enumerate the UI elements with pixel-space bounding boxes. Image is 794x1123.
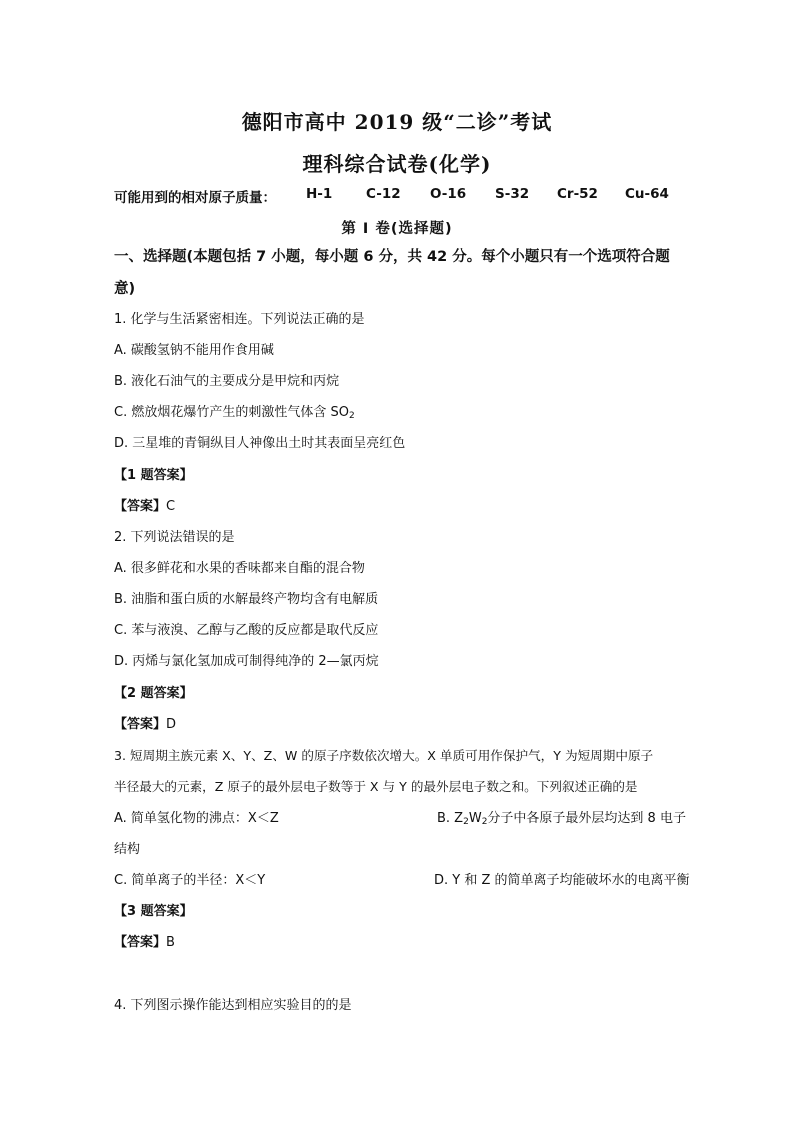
option-b-text: W [468, 811, 482, 826]
question-1-option-d: D. 三星堆的青铜纵目人神像出土时其表面呈亮红色 [114, 436, 406, 451]
atomic-mass-item: C-12 [366, 186, 401, 202]
question-2-answer-heading: 【2 题答案】 [114, 686, 193, 701]
question-3-option-d: D. Y 和 Z 的简单离子均能破坏水的电离平衡 [434, 873, 690, 888]
question-2-answer [114, 715, 704, 735]
question-2-option-d: D. 丙烯与氯化氢加成可制得纯净的 2—氯丙烷 [114, 654, 379, 669]
question-1-answer-heading: 【1 题答案】 [114, 468, 193, 483]
question-1-stem: 1. 化学与生活紧密相连。下列说法正确的是 [114, 312, 365, 327]
question-3-option-b-wrap: 结构 [114, 842, 141, 857]
question-1-option-c [114, 403, 704, 426]
section-intro-line2: 意) [114, 281, 136, 297]
answer-label: 【答案】 [114, 499, 167, 514]
option-b-text: B. Z [437, 811, 464, 826]
question-3-option-c: C. 简单离子的半径：X＜Y [114, 873, 266, 888]
atomic-mass-item: S-32 [495, 186, 530, 202]
question-2-option-b: B. 油脂和蛋白质的水解最终产物均含有电解质 [114, 592, 379, 607]
exam-title: 德阳市高中 2019 级“二诊”考试 [241, 110, 553, 134]
question-1-option-c-text: C. 燃放烟花爆竹产生的刺激性气体含 SO [114, 405, 349, 420]
question-3-answer-heading: 【3 题答案】 [114, 904, 193, 919]
option-b-text: 分子中各原子最外层均达到 8 电子 [487, 811, 686, 826]
question-4-stem: 4. 下列图示操作能达到相应实验目的的是 [114, 998, 352, 1013]
question-3-option-b [437, 809, 686, 832]
question-1-answer [114, 497, 704, 517]
question-3-stem-line2: 半径最大的元素，Z 原子的最外层电子数等于 X 与 Y 的最外层电子数之和。下列叙述正确的是 [114, 779, 638, 794]
exam-subtitle: 理科综合试卷(化学) [302, 152, 492, 176]
question-2-option-c: C. 苯与液溴、乙醇与乙酸的反应都是取代反应 [114, 623, 379, 638]
question-3-answer [114, 933, 704, 953]
question-2-option-a: A. 很多鲜花和水果的香味都来自酯的混合物 [114, 561, 365, 576]
question-3-stem-line1: 3. 短周期主族元素 X、Y、Z、W 的原子序数依次增大。X 单质可用作保护气，Y 为短周期中原子 [114, 748, 654, 763]
subscript: 2 [481, 817, 488, 827]
question-1-option-b: B. 液化石油气的主要成分是甲烷和丙烷 [114, 374, 340, 389]
atomic-mass-item: Cr-52 [557, 186, 598, 202]
atomic-mass-item: Cu-64 [625, 186, 669, 202]
answer-label: 【答案】 [114, 935, 167, 950]
subscript: 2 [348, 411, 355, 421]
question-1-option-a: A. 碳酸氢钠不能用作食用碱 [114, 343, 274, 358]
question-2-stem: 2. 下列说法错误的是 [114, 530, 235, 545]
answer-value: C [166, 499, 176, 514]
answer-value: D [166, 717, 177, 732]
answer-label: 【答案】 [114, 717, 167, 732]
atomic-mass-item: O-16 [430, 186, 467, 202]
atomic-mass-item: H-1 [306, 186, 333, 202]
atomic-mass-label: 可能用到的相对原子质量： [114, 190, 276, 206]
part-title: 第 I 卷(选择题) [341, 221, 453, 237]
subscript: 2 [463, 817, 469, 827]
section-intro-line1: 一、选择题(本题包括 7 小题，每小题 6 分，共 42 分。每个小题只有一个选项符合题 [114, 249, 670, 265]
answer-value: B [166, 935, 175, 950]
question-3-option-a: A. 简单氢化物的沸点：X＜Z [114, 811, 279, 826]
